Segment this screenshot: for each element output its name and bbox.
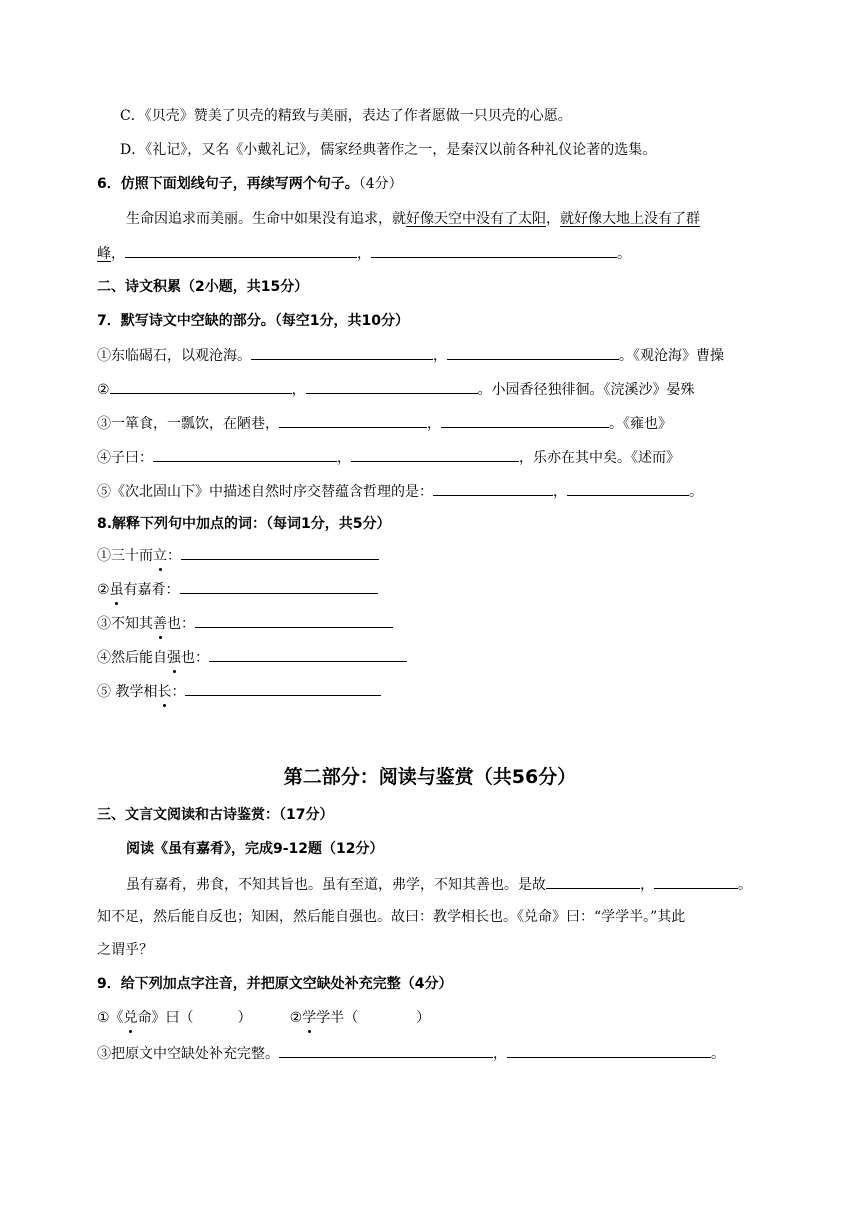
answer-blank[interactable] — [251, 345, 433, 360]
answer-blank[interactable] — [447, 345, 619, 360]
section-three-title: 三、文言文阅读和古诗鉴赏：（17分） — [97, 807, 334, 823]
q7-row-4: ④子曰： ， ，乐亦在其中矣。《述而》 — [97, 447, 680, 468]
section-two-title: 二、诗文积累（2小题，共15分） — [97, 279, 309, 295]
answer-blank[interactable] — [433, 481, 553, 496]
emphasis-dot-char: 虽 — [109, 582, 124, 598]
answer-blank[interactable] — [306, 379, 478, 394]
answer-blank[interactable] — [654, 874, 738, 889]
q7-title: 7．默写诗文中空缺的部分。（每空1分，共10分） — [97, 313, 409, 329]
answer-blank[interactable] — [567, 481, 689, 496]
classical-passage-line1: 虽有嘉肴，弗食，不知其旨也。虽有至道，弗学，不知其善也。是故 ， 。 — [126, 874, 752, 895]
answer-blank[interactable] — [195, 613, 393, 628]
q7-row-2: ② ， 。小园香径独徘徊。《浣溪沙》晏殊 — [97, 379, 695, 400]
emphasis-dot-char: 学 — [302, 1010, 317, 1026]
classical-passage-line3: 之谓乎？ — [97, 942, 153, 958]
q7-row-1: ①东临碣石，以观沧海。 ， 。《观沧海》曹操 — [97, 345, 724, 366]
answer-blank[interactable] — [185, 681, 381, 696]
q9-fill-row: ③把原文中空缺处补充完整。 ， 。 — [97, 1043, 725, 1064]
answer-blank[interactable] — [507, 1043, 711, 1058]
q9-title: 9．给下列加点字注音，并把原文空缺处补充完整（4分） — [97, 976, 453, 992]
answer-blank[interactable] — [209, 647, 407, 662]
answer-blank[interactable] — [181, 545, 379, 560]
q6-passage-line1: 生命因追求而美丽。生命中如果没有追求，就好像天空中没有了太阳，就好像大地上没有了群 — [126, 211, 700, 227]
q8-item-4: ④然后能自强也： — [97, 647, 407, 668]
q8-item-3: ③不知其善也： — [97, 613, 393, 634]
q6-passage-line2: 峰， ， 。 — [97, 243, 631, 264]
reading-instruction: 阅读《虽有嘉肴》，完成9-12题（12分） — [126, 841, 384, 857]
q8-title: 8.解释下列句中加点的词：（每词1分，共5分） — [97, 516, 391, 532]
answer-blank[interactable] — [371, 243, 617, 258]
answer-blank[interactable] — [125, 243, 357, 258]
answer-blank[interactable] — [279, 413, 427, 428]
option-c: C．《贝壳》赞美了贝壳的精致与美丽，表达了作者愿做一只贝壳的心愿。 — [120, 108, 572, 124]
emphasis-dot-char: 长 — [157, 684, 172, 700]
answer-blank[interactable] — [153, 447, 337, 462]
emphasis-dot-char: 兑 — [123, 1010, 138, 1026]
answer-blank[interactable] — [546, 874, 640, 889]
underlined-sentence-1: 好像天空中没有了太阳 — [406, 211, 546, 227]
q8-item-5: ⑤ 教学相长： — [97, 681, 381, 702]
answer-blank[interactable] — [351, 447, 519, 462]
part-two-title: 第二部分：阅读与鉴赏（共56分） — [283, 766, 577, 788]
q7-row-3: ③一箪食，一瓢饮，在陋巷， ， 。《雍也》 — [97, 413, 672, 434]
underlined-sentence-2: 就好像大地上没有了群 — [560, 211, 700, 227]
q8-item-1: ①三十而立： — [97, 545, 379, 566]
q7-row-5: ⑤《次北固山下》中描述自然时序交替蕴含哲理的是： ， 。 — [97, 481, 703, 502]
emphasis-dot-char: 立 — [153, 548, 167, 564]
option-d: D．《礼记》，又名《小戴礼记》，儒家经典著作之一，是秦汉以前各种礼仪论著的选集。 — [120, 142, 657, 158]
emphasis-dot-char: 善 — [153, 616, 167, 632]
answer-blank[interactable] — [279, 1043, 493, 1058]
emphasis-dot-char: 强 — [167, 650, 181, 666]
q9-pinyin-row: ①《兑命》曰（ ） ②学学半（ ） — [97, 1010, 431, 1026]
q6-title: 6．仿照下面划线句子，再续写两个句子。（4分） — [97, 176, 403, 192]
answer-blank[interactable] — [180, 579, 378, 594]
classical-passage-line2: 知不足，然后能自反也；知困，然后能自强也。故曰：教学相长也。《兑命》曰：“学学半。”其此 — [97, 909, 686, 925]
q8-item-2: ②虽有嘉肴： — [97, 579, 378, 600]
answer-blank[interactable] — [110, 379, 292, 394]
answer-blank[interactable] — [441, 413, 609, 428]
